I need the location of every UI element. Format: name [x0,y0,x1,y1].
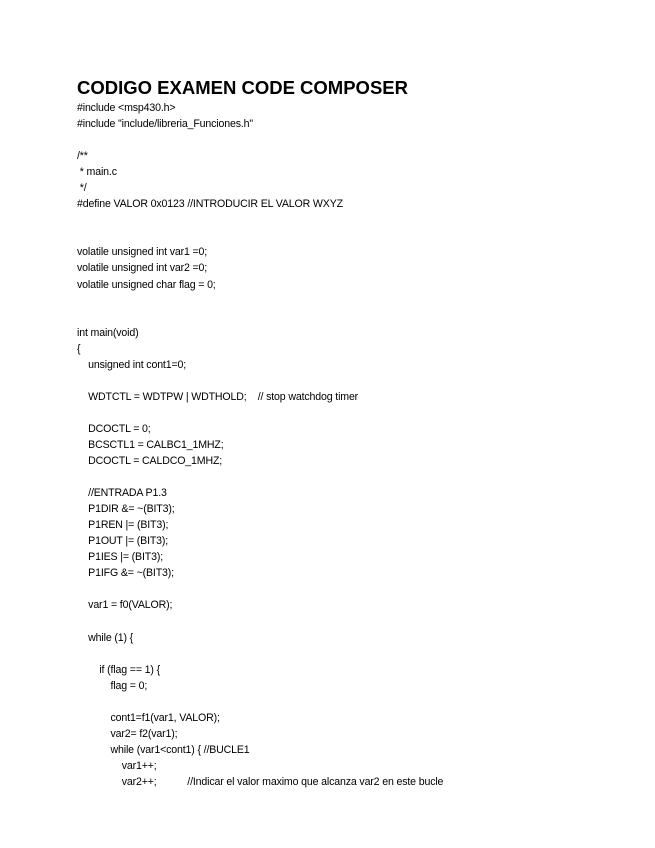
code-line: #define VALOR 0x0123 //INTRODUCIR EL VALOR WXYZ [77,198,343,211]
code-line: { [77,342,81,355]
code-blank-line [77,405,443,421]
code-blank-line [77,373,443,389]
code-line: var2++; //Indicar el valor maximo que alcanza var2 en este bucle [77,775,444,788]
code-line: //ENTRADA P1.3 [77,487,167,500]
code-line: var2= f2(var1); [77,727,178,740]
code-line: P1IFG &= ~(BIT3); [77,567,174,580]
code-line: P1DIR &= ~(BIT3); [77,503,175,516]
code-line: */ [77,182,87,195]
code-line: * main.c [77,166,117,179]
code-line: P1OUT |= (BIT3); [77,535,169,548]
code-blank-line [77,132,443,148]
code-blank-line [77,228,443,244]
code-line: flag = 0; [77,679,148,692]
document-title: CODIGO EXAMEN CODE COMPOSER [77,77,408,98]
code-line: cont1=f1(var1, VALOR); [77,711,220,724]
code-line: WDTCTL = WDTPW | WDTHOLD; // stop watchdog timer [77,390,359,403]
code-block [77,100,443,790]
code-blank-line [77,309,443,325]
code-line: BCSCTL1 = CALBC1_1MHZ; [77,438,224,451]
code-line: P1IES |= (BIT3); [77,551,164,564]
code-line: if (flag == 1) { [77,663,160,676]
code-line: while (var1<cont1) { //BUCLE1 [77,743,250,756]
code-line: while (1) { [77,631,134,644]
code-line: var1 = f0(VALOR); [77,599,173,612]
code-line: DCOCTL = CALDCO_1MHZ; [77,455,223,468]
code-blank-line [77,212,443,228]
code-line: var1++; [77,759,157,772]
code-line: #include "include/libreria_Funciones.h" [77,118,253,131]
code-line: volatile unsigned int var1 =0; [77,246,208,259]
code-line: /** [77,150,88,163]
code-line: DCOCTL = 0; [77,422,151,435]
code-line: #include <msp430.h> [77,102,176,114]
code-blank-line [77,293,443,309]
code-line: volatile unsigned char flag = 0; [77,278,216,291]
code-blank-line [77,694,443,710]
code-line: unsigned int cont1=0; [77,358,187,371]
code-blank-line [77,581,443,597]
code-line: P1REN |= (BIT3); [77,519,169,532]
code-blank-line [77,646,443,662]
code-line: int main(void) [77,326,139,339]
code-blank-line [77,469,443,485]
code-line: volatile unsigned int var2 =0; [77,262,208,275]
code-blank-line [77,614,443,630]
